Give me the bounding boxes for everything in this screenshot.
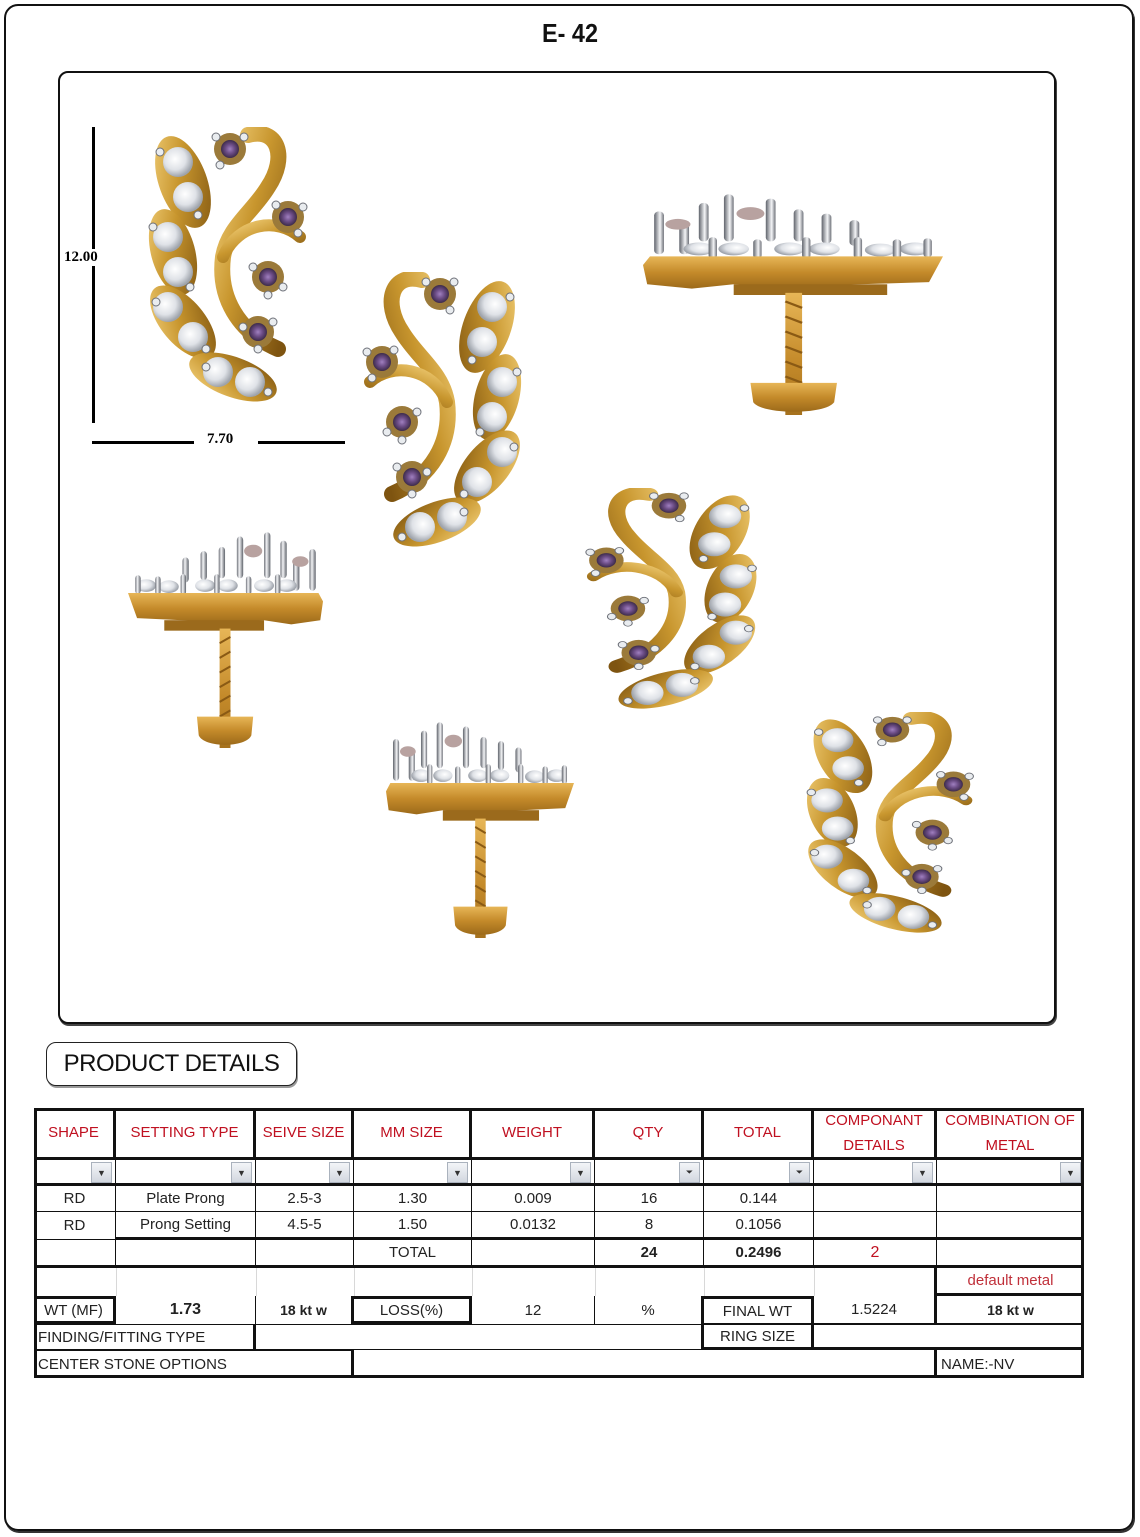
column-header-componant-details: COMPONANT DETAILS: [814, 1108, 937, 1160]
cell-row2-shape: RD: [34, 1212, 116, 1240]
grid-line: [704, 1268, 705, 1296]
filter-dropdown-shape[interactable]: ▼: [91, 1162, 112, 1183]
filter-dropdown-setting-type[interactable]: ▼: [231, 1162, 252, 1183]
filter-dropdown-mm-size[interactable]: ▼: [447, 1162, 468, 1183]
center-stone-options-label: CENTER STONE OPTIONS: [34, 1350, 354, 1378]
total-weight-sum: 0.2496: [704, 1240, 814, 1268]
column-header-mm-size: MM SIZE: [354, 1108, 472, 1160]
column-header-combination-of-metal: COMBINATION OF METAL: [937, 1108, 1084, 1160]
loss-value: 12: [472, 1296, 595, 1324]
cell-total-weight: [472, 1240, 595, 1268]
filter-cell-weight: [472, 1160, 595, 1186]
total-label: TOTAL: [354, 1240, 472, 1268]
earring-angled-front-view-image: [352, 272, 542, 552]
filter-dropdown-weight[interactable]: ▼: [570, 1162, 591, 1183]
grid-line: [472, 1268, 473, 1296]
combination-metal-value: 18 kt w: [937, 1296, 1084, 1324]
ring-size-value: [814, 1324, 1084, 1350]
earring-side-view-right-image: [643, 190, 943, 415]
ring-size-label: RING SIZE: [704, 1324, 814, 1350]
filter-dropdown-seive-size[interactable]: ▼: [329, 1162, 350, 1183]
filter-active-icon-total[interactable]: ⏷: [789, 1162, 810, 1183]
cell-row1-combination-of-metal: [937, 1186, 1084, 1212]
cell-row2-qty: 8: [595, 1212, 704, 1240]
cell-row1-mm-size: 1.30: [354, 1186, 472, 1212]
column-header-setting-type: SETTING TYPE: [116, 1108, 256, 1160]
column-header-seive-size: SEIVE SIZE: [256, 1108, 354, 1160]
filter-cell-setting-type: [116, 1160, 256, 1186]
total-componant-details: 2: [814, 1240, 937, 1268]
grid-line: [354, 1268, 355, 1296]
cell-row1-seive-size: 2.5-3: [256, 1186, 354, 1212]
cell-row1-total: 0.144: [704, 1186, 814, 1212]
filter-cell-componant-details: [814, 1160, 937, 1186]
spacer-row: [34, 1268, 937, 1296]
designer-name: NAME:-NV: [941, 1355, 1015, 1373]
cell-row2-mm-size: 1.50: [354, 1212, 472, 1240]
earring-front-view-image: [128, 127, 318, 407]
cell-row1-componant-details: [814, 1186, 937, 1212]
cell-row2-combination-of-metal: [937, 1212, 1084, 1240]
grid-line: [814, 1268, 815, 1296]
total-qty: 24: [595, 1240, 704, 1268]
loss-label: LOSS(%): [354, 1296, 472, 1324]
cell-row1-shape: RD: [34, 1186, 116, 1212]
cell-total-setting-type: [116, 1240, 256, 1268]
filter-cell-mm-size: [354, 1160, 472, 1186]
column-header-total: TOTAL: [704, 1108, 814, 1160]
cell-row2-weight: 0.0132: [472, 1212, 595, 1240]
width-dimension-line-right: [258, 441, 345, 444]
filter-dropdown-combination-of-metal[interactable]: ▼: [1060, 1162, 1081, 1183]
default-metal-label: default metal: [937, 1268, 1084, 1296]
cell-total-seive-size: [256, 1240, 354, 1268]
cell-row2-setting-type: Prong Setting: [116, 1212, 256, 1240]
cell-row2-seive-size: 4.5-5: [256, 1212, 354, 1240]
product-details-heading: PRODUCT DETAILS: [46, 1042, 297, 1086]
cell-row1-weight: 0.009: [472, 1186, 595, 1212]
wt-mf-value: 1.73: [116, 1296, 256, 1324]
cell-total-shape: [34, 1240, 116, 1268]
filter-dropdown-componant-details[interactable]: ▼: [912, 1162, 933, 1183]
final-wt-value: 1.5224: [814, 1296, 937, 1324]
width-dimension-line-left: [92, 441, 194, 444]
filter-cell-combination-of-metal: [937, 1160, 1084, 1186]
cell-row2-componant-details: [814, 1212, 937, 1240]
filter-cell-shape: [34, 1160, 116, 1186]
final-wt-label: FINAL WT: [704, 1296, 814, 1324]
filter-cell-qty: [595, 1160, 704, 1186]
grid-line: [256, 1268, 257, 1296]
earring-side-view-bottom-image: [386, 718, 574, 938]
width-dimension-label: 7.70: [207, 431, 234, 447]
height-dimension-line: [92, 127, 95, 423]
cell-row1-setting-type: Plate Prong: [116, 1186, 256, 1212]
cell-total-combination-of-metal: [937, 1240, 1084, 1268]
earring-perspective-view-2-image: [785, 712, 985, 937]
column-header-qty: QTY: [595, 1108, 704, 1160]
filter-cell-seive-size: [256, 1160, 354, 1186]
loss-percent-symbol: %: [595, 1296, 704, 1324]
grid-line: [595, 1268, 596, 1296]
product-details-table: [34, 1108, 1084, 1378]
filter-active-icon-qty[interactable]: ⏷: [679, 1162, 700, 1183]
cell-row1-qty: 16: [595, 1186, 704, 1212]
metal-type: 18 kt w: [256, 1296, 354, 1324]
earring-perspective-view-1-image: [574, 488, 779, 713]
grid-line: [116, 1268, 117, 1296]
wt-mf-label: WT (MF): [34, 1296, 116, 1324]
earring-side-view-left-image: [128, 528, 323, 748]
cell-row2-total: 0.1056: [704, 1212, 814, 1240]
center-stone-options-value: [354, 1350, 937, 1378]
design-code-title: E- 42: [542, 18, 598, 48]
column-header-shape: SHAPE: [34, 1108, 116, 1160]
column-header-weight: WEIGHT: [472, 1108, 595, 1160]
height-dimension-label: 12.00: [64, 249, 98, 265]
finding-fitting-type-label: FINDING/FITTING TYPE: [34, 1324, 256, 1350]
filter-cell-total: [704, 1160, 814, 1186]
finding-fitting-type-value: [256, 1324, 704, 1350]
